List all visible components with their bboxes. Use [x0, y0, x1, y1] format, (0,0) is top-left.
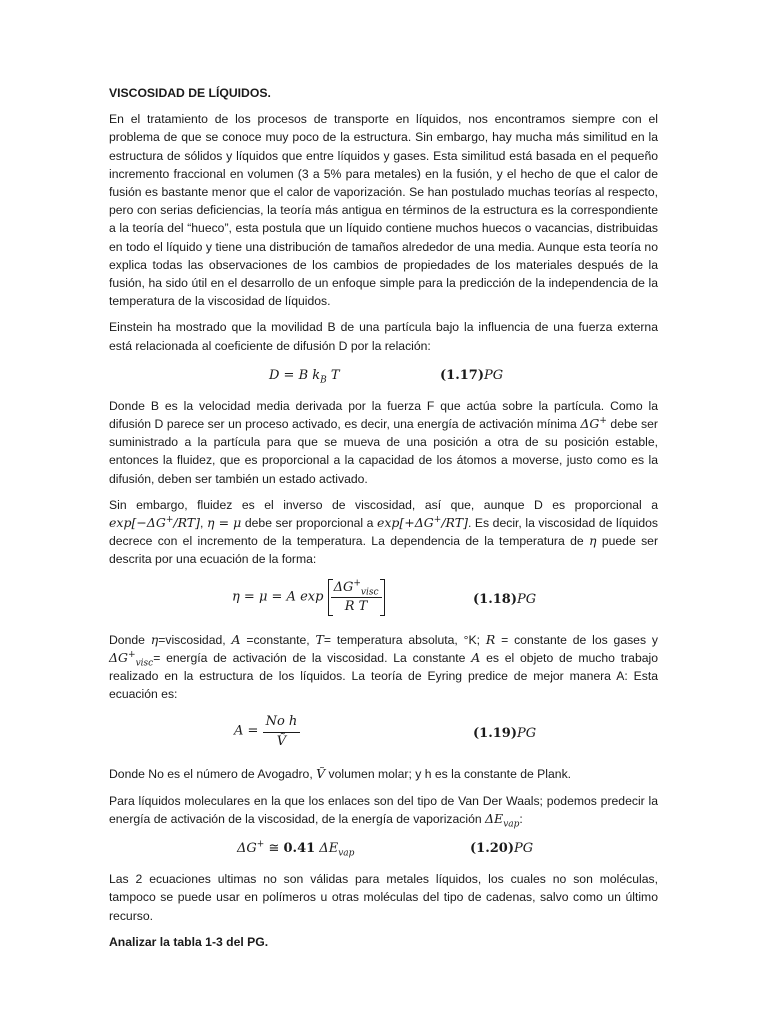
paragraph-fluidity: Sin embargo, fluidez es el inverso de viscosidad, así que, aunque D es proporcional a exp[−ΔG+/RT], η = μ debe ser proporcional a exp[+ΔG+/RT]. Es decir, la viscosidad de líquidos decrece con el incremento de la temperatura. La dependencia de la temperatura de η puede ser descrita por una ecuación de la forma:	[109, 497, 658, 567]
equation-1-18-expression: η = μ = A exp $\frac{\Delta G^+_{visc}}{\text{R T}}$	[232, 579, 385, 616]
equation-1-19-number: (1.19)PG	[473, 726, 537, 742]
equation-1-17-expression: D = B $k_B$ T	[269, 367, 340, 386]
equation-1-20-number: (1.20)PG	[470, 841, 534, 857]
equation-1-19	[109, 711, 658, 757]
paragraph-definitions: Donde η=viscosidad, A =constante, T= temperatura absoluta, °K; R = constante de los gases y $\Delta G^+_{visc}=$ energía de activación de la viscosidad. La constante A es el objeto de mucho trabajo realizado en la estructura de los líquidos. La teoría de Eyring predice de mejor manera A: Esta ecuación es:	[109, 631, 658, 702]
paragraph-einstein: Einstein ha mostrado que la movilidad B de una partícula bajo la influencia de una fuerza externa está relacionada al coeficiente de difusión D por la relación:	[109, 320, 658, 353]
equation-1-18-number: (1.18)PG	[473, 591, 537, 607]
equation-1-17-number: (1.17)PG	[440, 367, 504, 383]
paragraph-intro: En el tratamiento de los procesos de transporte en líquidos, nos encontramos siempre con el problema de que se conoce muy poco de la estructura. Sin embargo, hay mucha más similitud en la estructura de sólidos y líquidos que entre líquidos y gases. Esta similitud está basada en el pequeño incremento fraccional en volumen (3 a 5% para metales) en la fusión, y el hecho de que el calor de fusión es bastante menor que el calor de vaporización. Se han postulado muchas teorías al respecto, pero con serias deficiencias, la teoría más antigua en términos de la estructura es la correspondiente a la teoría del “hueco”, esta postula que un líquido contiene muchos huecos o vacancias, distribuidas en todo el líquido y tiene una distribución de tamaños alrededor de una media. Aunque esta teoría no explica todas las observaciones de los cambios de propiedades de los materiales después de la fusión, ha sido útil en el desarrollo de un enfoque simple para la predicción de la independencia de la temperatura de la viscosidad de líquidos.	[109, 112, 658, 309]
document-body	[109, 84, 658, 959]
equation-1-18	[109, 577, 658, 623]
equation-1-19-expression: A = $\frac{\text{No h}}{\text{Ṽ}}$	[234, 713, 300, 750]
paragraph-avogadro: Donde No es el número de Avogadro, Ṽ volumen molar; y h es la constante de Plank.	[109, 766, 572, 782]
paragraph-activation: Donde B es la velocidad media derivada por la fuerza F que actúa sobre la partícula. Como la difusión D parece ser un proceso activado, es decir, una energía de activación mínima ΔG+ debe ser suministrado a la partícula para que se mueva de una posición a otra de su posición estable, entonces la fluidez, que es proporcional a la capacidad de los átomos a moverse, justo como es la difusión, deben ser también un estado activado.	[109, 398, 658, 486]
equation-1-17	[109, 363, 658, 389]
paragraph-table-reference: Analizar la tabla 1-3 del PG.	[109, 934, 269, 949]
section-title: VISCOSIDAD DE LÍQUIDOS.	[109, 86, 271, 100]
equation-1-19-fraction: $\frac{\text{No h}}{\text{Ṽ}}$	[263, 713, 301, 750]
paragraph-limitations: Las 2 ecuaciones ultimas no son válidas para metales líquidos, los cuales no son moléculas, tampoco se puede usar en polímeros u otras moléculas del tipo de cadenas, salvo como un último recurso.	[109, 872, 658, 923]
equation-1-18-bracket	[328, 579, 385, 616]
equation-1-20-expression: ΔG+ ≅ 0.41 $\Delta E_{vap}$	[237, 839, 355, 859]
equation-1-18-fraction: $\frac{\Delta G^+_{visc}}{\text{R T}}$	[331, 579, 382, 616]
paragraph-van-der-waals: Para líquidos moleculares en la que los enlaces son del tipo de Van Der Waals; podemos predecir la energía de activación de la viscosidad, de la energía de vaporización $\Delta E_{vap}$:	[109, 793, 658, 830]
equation-1-20	[109, 836, 658, 862]
